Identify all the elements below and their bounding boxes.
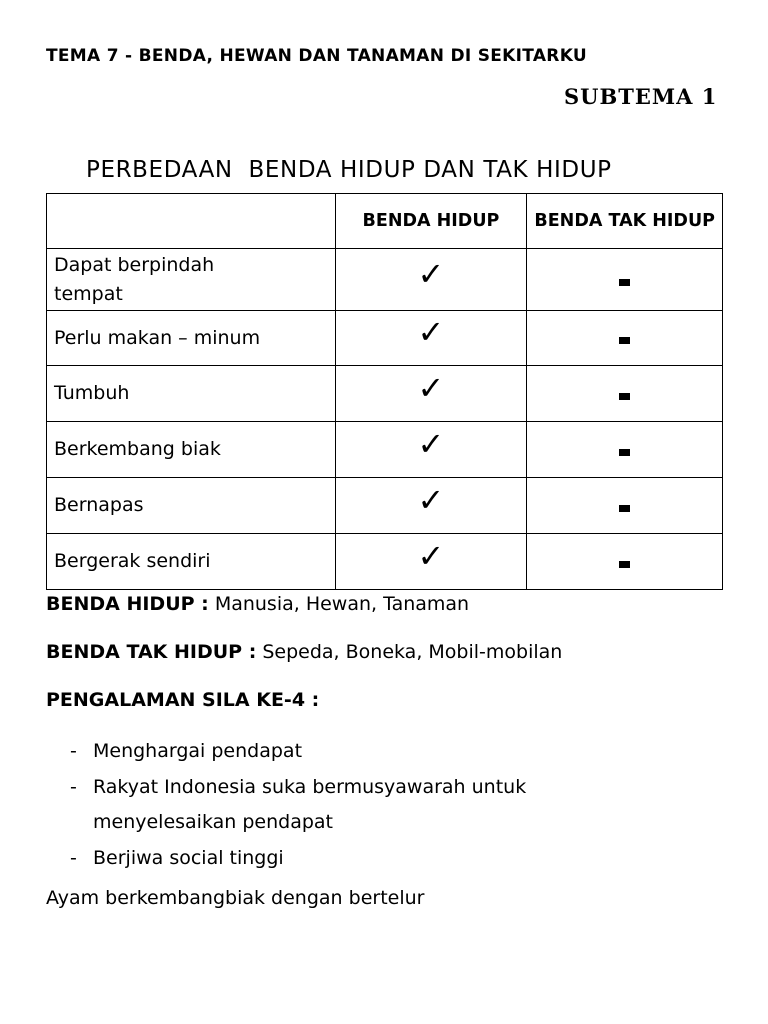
benda-tak-hidup-label: BENDA TAK HIDUP : — [46, 641, 257, 663]
benda-tak-hidup-cell — [527, 478, 723, 534]
pengalaman-heading-text: PENGALAMAN SILA KE-4 : — [46, 689, 320, 711]
row-label: Berkembang biak — [47, 422, 336, 478]
dash-icon — [619, 279, 630, 286]
dash-icon — [619, 337, 630, 344]
column-header-benda-tak-hidup: BENDA TAK HIDUP — [527, 194, 723, 249]
table-header-row — [47, 194, 723, 249]
column-header-benda-hidup: BENDA HIDUP — [335, 194, 527, 249]
pengalaman-heading — [46, 689, 319, 711]
bullet-dash: - — [70, 846, 77, 869]
benda-hidup-line — [46, 593, 469, 615]
pengalaman-list — [70, 734, 593, 876]
benda-hidup-value: Manusia, Hewan, Tanaman — [214, 593, 470, 615]
check-icon: ✓ — [417, 424, 445, 463]
row-label: Bernapas — [47, 478, 336, 534]
check-icon: ✓ — [417, 368, 445, 407]
benda-hidup-cell — [335, 534, 527, 590]
dash-icon — [619, 449, 630, 456]
bullet-dash: - — [70, 775, 77, 798]
benda-tak-hidup-value: Sepeda, Boneka, Mobil-mobilan — [262, 641, 563, 663]
comparison-table — [46, 193, 723, 590]
table-row — [47, 534, 723, 590]
list-item — [70, 770, 593, 841]
benda-tak-hidup-line — [46, 641, 562, 663]
benda-tak-hidup-cell — [527, 249, 723, 311]
table-row — [47, 422, 723, 478]
list-item-text: Menghargai pendapat — [93, 740, 303, 762]
benda-hidup-label: BENDA HIDUP : — [46, 593, 209, 615]
table-row — [47, 366, 723, 422]
column-header-empty — [47, 194, 336, 249]
tema-heading: TEMA 7 - BENDA, HEWAN DAN TANAMAN DI SEKITARKU — [46, 46, 587, 66]
benda-hidup-cell — [335, 422, 527, 478]
row-label: Dapat berpindah tempat — [47, 249, 336, 311]
check-icon: ✓ — [417, 313, 445, 351]
table-row — [47, 249, 723, 311]
benda-tak-hidup-cell — [527, 311, 723, 366]
subtema-heading: SUBTEMA 1 — [564, 84, 718, 109]
row-label: Perlu makan – minum — [47, 311, 336, 366]
row-label: Tumbuh — [47, 366, 336, 422]
check-icon: ✓ — [417, 536, 445, 575]
dash-icon — [619, 393, 630, 400]
row-label: Bergerak sendiri — [47, 534, 336, 590]
benda-hidup-cell — [335, 311, 527, 366]
table-row — [47, 311, 723, 366]
benda-tak-hidup-cell — [527, 534, 723, 590]
check-icon: ✓ — [417, 254, 445, 293]
benda-hidup-cell — [335, 366, 527, 422]
dash-icon — [619, 561, 630, 568]
benda-tak-hidup-cell — [527, 422, 723, 478]
table-title: PERBEDAAN BENDA HIDUP DAN TAK HIDUP — [86, 157, 612, 183]
footer-note: Ayam berkembangbiak dengan bertelur — [46, 887, 425, 909]
list-item-text: Rakyat Indonesia suka bermusyawarah untuk menyelesaikan pendapat — [93, 775, 527, 833]
dash-icon — [619, 505, 630, 512]
check-icon: ✓ — [417, 480, 445, 519]
bullet-dash: - — [70, 740, 77, 762]
benda-hidup-cell — [335, 249, 527, 311]
benda-tak-hidup-cell — [527, 366, 723, 422]
benda-hidup-cell — [335, 478, 527, 534]
list-item-text: Berjiwa social tinggi — [93, 846, 284, 869]
list-item — [70, 734, 593, 770]
table-row — [47, 478, 723, 534]
list-item — [70, 841, 593, 877]
